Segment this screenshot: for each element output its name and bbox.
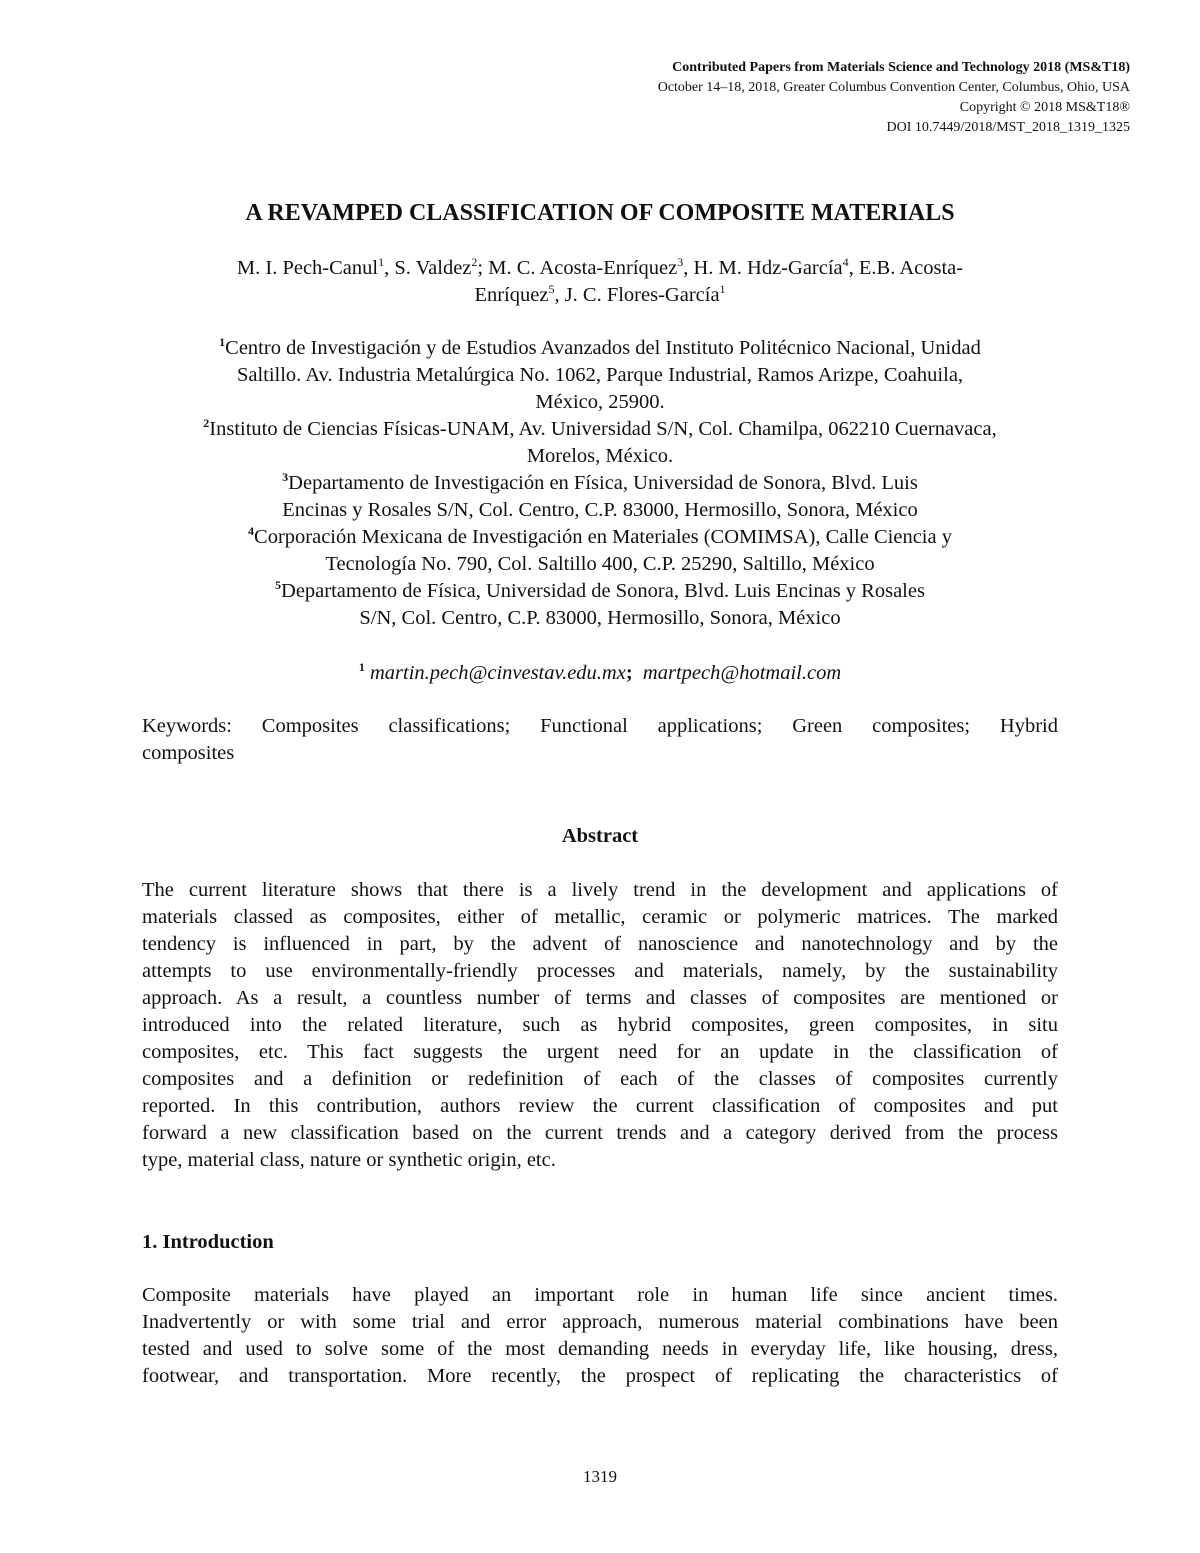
page-number: 1319 [583, 1467, 617, 1486]
abstract-line: composites and a definition or redefinition of each of the classes of composites currently [142, 1068, 1058, 1090]
abstract-line: reported. In this contribution, authors review the current classification of composites and put [142, 1095, 1058, 1117]
affiliation-line: S/N, Col. Centro, C.P. 83000, Hermosillo, Sonora, México [359, 607, 841, 629]
affiliation-line: $^5$Departamento de Física, Universidad de Sonora, Blvd. Luis Encinas y Rosales [275, 578, 925, 602]
author-affiliation-mark: 3 [677, 255, 684, 270]
paper-title: A REVAMPED CLASSIFICATION OF COMPOSITE MATERIALS [245, 200, 955, 226]
author-affiliation-mark: 5 [548, 282, 555, 297]
abstract-line: The current literature shows that there is a lively trend in the development and applications of [142, 879, 1058, 901]
abstract-line: type, material class, nature or synthetic origin, etc. [142, 1149, 556, 1171]
author-affiliation-mark: 1 [719, 282, 726, 297]
affiliation-mark: 5 [275, 578, 282, 593]
header-conference-title: Contributed Papers from Materials Science and Technology 2018 (MS&T18) [672, 60, 1130, 75]
abstract-body [142, 877, 1058, 1174]
author-separator: ; [477, 257, 489, 279]
keywords-line: Keywords: Composites classifications; Functional applications; Green composites; Hybrid [142, 715, 1058, 737]
affiliation-line: $^3$Departamento de Investigación en Física, Universidad de Sonora, Blvd. Luis [282, 470, 918, 494]
affiliation-line: Encinas y Rosales S/N, Col. Centro, C.P. 83000, Hermosillo, Sonora, México [282, 499, 918, 521]
author-line-2 [140, 282, 1060, 309]
abstract-line: materials classed as composites, either of metallic, ceramic or polymeric matrices. The marked [142, 906, 1058, 928]
affiliation-list [140, 335, 1060, 632]
keywords-line: composites [142, 742, 235, 764]
introduction-line: Composite materials have played an important role in human life since ancient times. [142, 1284, 1058, 1306]
affiliation-line: Saltillo. Av. Industria Metalúrgica No. 1062, Parque Industrial, Ramos Arizpe, Coahuila, [236, 364, 964, 386]
email-primary[interactable]: martin.pech@cinvestav.edu.mx [369, 662, 626, 684]
abstract-line: tendency is influenced in part, by the advent of nanoscience and nanotechnology and by the [142, 933, 1058, 955]
author-name: H. M. Hdz-García [693, 257, 843, 279]
affiliation-line: Tecnología No. 790, Col. Saltillo 400, C.P. 25290, Saltillo, México [325, 553, 875, 575]
author-name-part: E.B. Acosta- [858, 257, 964, 279]
abstract-line: forward a new classification based on the current trends and a category derived from the process [142, 1122, 1058, 1144]
author-name-part: Enríquez [474, 284, 549, 306]
affiliation-mark: 3 [282, 470, 289, 485]
keywords [142, 713, 1058, 767]
introduction-line: tested and used to solve some of the most demanding needs in everyday life, like housing, dress, [142, 1338, 1058, 1360]
author-separator: , [848, 257, 859, 279]
author-list [140, 255, 1060, 309]
abstract-line: approach. As a result, a countless number of terms and classes of composites are mentioned or [142, 987, 1058, 1009]
introduction-body [142, 1282, 1058, 1390]
affiliation-line: Morelos, México. [526, 445, 674, 467]
author-name: J. C. Flores-García [564, 284, 720, 306]
author-name: M. C. Acosta-Enríquez [488, 257, 678, 279]
author-name: M. I. Pech-Canul [236, 257, 379, 279]
introduction-line: footwear, and transportation. More recently, the prospect of replicating the characteristics of [142, 1365, 1058, 1387]
author-affiliation-mark: 1 [378, 255, 385, 270]
header-copyright: Copyright © 2018 MS&T18® [959, 100, 1130, 115]
abstract-line: composites, etc. This fact suggests the urgent need for an update in the classification of [142, 1041, 1058, 1063]
affiliation-line: México, 25900. [535, 391, 665, 413]
abstract-heading: Abstract [561, 825, 639, 847]
abstract-line: introduced into the related literature, such as hybrid composites, green composites, in situ [142, 1014, 1058, 1036]
corresponding-email [140, 660, 1060, 687]
author-line-1 [140, 255, 1060, 282]
author-affiliation-mark: 2 [471, 255, 478, 270]
author-name: S. Valdez [394, 257, 472, 279]
author-separator: , [554, 284, 565, 306]
header-doi: DOI 10.7449/2018/MST_2018_1319_1325 [886, 120, 1130, 135]
author-separator: , [683, 257, 694, 279]
email-secondary[interactable]: martpech@hotmail.com [642, 662, 842, 684]
introduction-heading: 1. Introduction [142, 1231, 274, 1253]
affiliation-line: $^1$Centro de Investigación y de Estudios Avanzados del Instituto Politécnico Nacional, Unidad [219, 335, 981, 359]
affiliation-line: $^2$Instituto de Ciencias Físicas-UNAM, Av. Universidad S/N, Col. Chamilpa, 062210 Cuernavaca, [203, 416, 997, 440]
abstract-line: attempts to use environmentally-friendly processes and materials, namely, by the sustainability [142, 960, 1058, 982]
affiliation-mark: 4 [248, 524, 255, 539]
affiliation-mark: 2 [203, 416, 210, 431]
header-conference-dates: October 14–18, 2018, Greater Columbus Convention Center, Columbus, Ohio, USA [657, 80, 1130, 95]
author-affiliation-mark: 4 [842, 255, 849, 270]
affiliation-mark: 1 [219, 335, 226, 350]
email-affiliation-mark: 1 [358, 660, 365, 675]
email-separator: ; [625, 662, 633, 684]
affiliation-line: $^4$Corporación Mexicana de Investigación en Materiales (COMIMSA), Calle Ciencia y [248, 524, 952, 548]
introduction-line: Inadvertently or with some trial and error approach, numerous material combinations have been [142, 1311, 1058, 1333]
author-separator: , [384, 257, 395, 279]
